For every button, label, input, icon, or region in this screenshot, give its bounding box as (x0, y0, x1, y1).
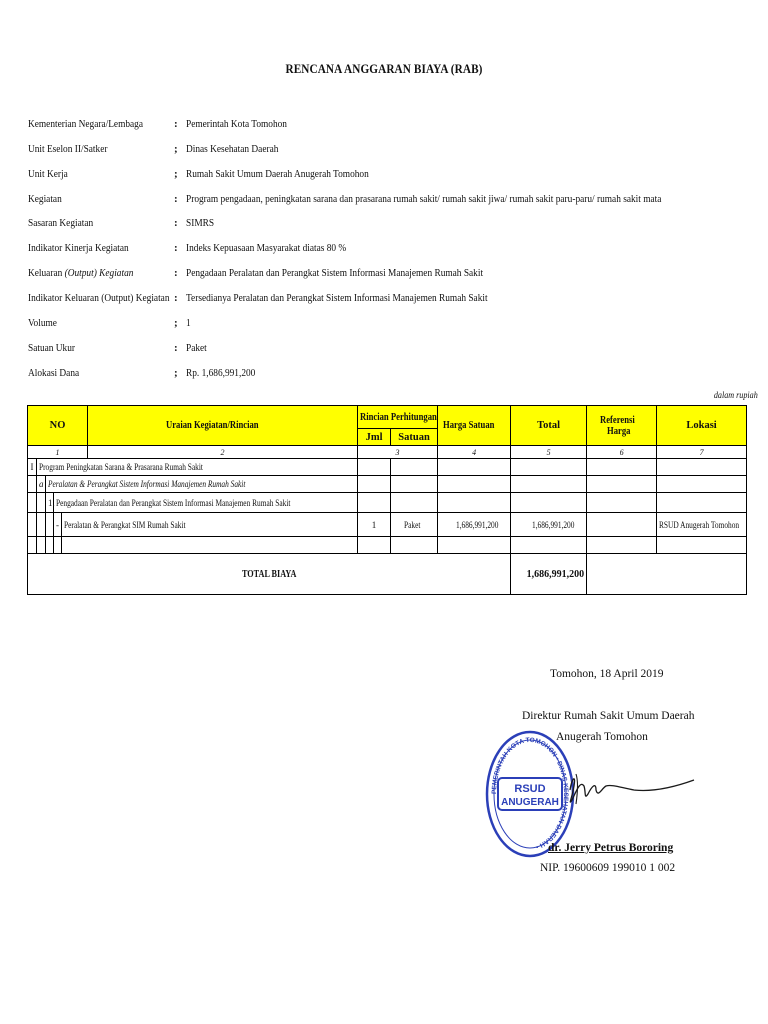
info-value: Tersedianya Peralatan dan Perangkat Sistem Informasi Manajemen Rumah Sakit (186, 292, 488, 304)
svg-text:ANUGERAH: ANUGERAH (501, 797, 559, 808)
info-colon: ; (174, 168, 178, 180)
header-harga-satuan: Harga Satuan (438, 406, 511, 446)
info-value: Rumah Sakit Umum Daerah Anugerah Tomohon (186, 168, 369, 180)
info-value: Pemerintah Kota Tomohon (186, 118, 287, 130)
info-label: Indikator Kinerja Kegiatan (28, 242, 129, 254)
signatory-nip: NIP. 19600609 199010 1 002 (540, 862, 676, 874)
info-label: Indikator Keluaran (Output) Kegiatan (28, 292, 170, 304)
info-value: SIMRS (186, 217, 215, 229)
table-header-row (28, 406, 747, 429)
col-number: 4 (438, 446, 511, 459)
info-value: Dinas Kesehatan Daerah (186, 143, 279, 155)
info-value: Rp. 1,686,991,200 (186, 367, 256, 379)
info-colon: : (174, 242, 178, 254)
info-row (28, 367, 758, 383)
info-value: Pengadaan Peralatan dan Perangkat Sistem Informasi Manajemen Rumah Sakit (186, 267, 484, 279)
total-label: TOTAL BIAYA (28, 554, 511, 595)
table-row-empty (28, 537, 747, 554)
row-dash: - (54, 513, 62, 537)
col-number: 1 (28, 446, 88, 459)
info-colon: ; (174, 317, 178, 329)
signature-position-line2: Anugerah Tomohon (556, 731, 648, 743)
col-number: 5 (511, 446, 587, 459)
item-satuan: Paket (391, 513, 438, 537)
header-satuan: Satuan (391, 429, 438, 446)
row-description: Peralatan & Perangkat Sistem Informasi Manajemen Rumah Sakit (46, 476, 358, 493)
header-rincian: Rincian Perhitungan (358, 406, 438, 429)
header-referensi-harga: Referensi Harga (587, 406, 657, 446)
budget-table (27, 405, 747, 595)
svg-text:PEMERINTAH KOTA TOMOHON • DINA: PEMERINTAH KOTA TOMOHON • DINAS KESEHATAN DAERAH • (490, 736, 570, 851)
item-lokasi: RSUD Anugerah Tomohon (657, 513, 747, 537)
col-number: 6 (587, 446, 657, 459)
info-value: Indeks Kepuasaan Masyarakat diatas 80 % (186, 242, 347, 254)
info-row (28, 267, 758, 283)
table-row-program (28, 459, 747, 476)
col-number: 3 (358, 446, 438, 459)
row-no: a (37, 476, 46, 493)
info-colon: : (174, 118, 178, 130)
info-colon: : (174, 267, 178, 279)
info-value: Program pengadaan, peningkatan sarana dan prasarana rumah sakit/ rumah sakit jiwa/ rumah sakit paru-paru/ rumah sakit mata (186, 193, 662, 205)
table-total-row (28, 554, 747, 595)
info-value: 1 (186, 317, 191, 329)
info-label: Alokasi Dana (28, 367, 80, 379)
table-row-kegiatan (28, 493, 747, 513)
info-label: Satuan Ukur (28, 342, 76, 354)
info-row (28, 217, 758, 233)
header-no: NO (28, 406, 88, 446)
row-no: I (28, 459, 37, 476)
info-row (28, 342, 758, 358)
col-number: 7 (657, 446, 747, 459)
handwritten-signature (562, 760, 702, 820)
info-row (28, 118, 758, 134)
info-row (28, 242, 758, 258)
item-jml: 1 (358, 513, 391, 537)
item-total: 1,686,991,200 (511, 513, 587, 537)
row-no: 1. (46, 493, 54, 513)
document-title: RENCANA ANGGARAN BIAYA (RAB) (285, 62, 483, 76)
info-colon: : (174, 193, 178, 205)
info-colon: : (174, 217, 178, 229)
info-value: Paket (186, 342, 207, 354)
info-colon: ; (174, 143, 178, 155)
item-harga-satuan: 1,686,991,200 (438, 513, 511, 537)
header-jml: Jml (358, 429, 391, 446)
signatory-name: dr. Jerry Petrus Bororing (548, 842, 674, 854)
header-total: Total (511, 406, 587, 446)
col-number: 2 (88, 446, 358, 459)
info-colon: : (174, 342, 178, 354)
info-colon: ; (174, 367, 178, 379)
info-label: Unit Kerja (28, 168, 68, 180)
info-label: Volume (28, 317, 57, 329)
info-label: Keluaran (Output) Kegiatan (28, 267, 134, 279)
table-row-sub (28, 476, 747, 493)
total-value: 1,686,991,200 (511, 554, 587, 595)
header-uraian: Uraian Kegiatan/Rincian (88, 406, 358, 446)
row-description: Program Peningkatan Sarana & Prasarana Rumah Sakit (37, 459, 358, 476)
info-label: Sasaran Kegiatan (28, 217, 94, 229)
info-row (28, 193, 758, 209)
info-label: Unit Eselon II/Satker (28, 143, 108, 155)
info-row (28, 143, 758, 159)
info-row (28, 292, 758, 308)
row-description: Pengadaan Peralatan dan Perangkat Sistem Informasi Manajemen Rumah Sakit (54, 493, 358, 513)
header-lokasi: Lokasi (657, 406, 747, 446)
row-description: Peralatan & Perangkat SIM Rumah Sakit (62, 513, 358, 537)
table-row-item (28, 513, 747, 537)
signature-place-date: Tomohon, 18 April 2019 (550, 668, 664, 680)
unit-note: dalam rupiah (714, 390, 758, 400)
info-colon: : (174, 292, 178, 304)
signature-position-line1: Direktur Rumah Sakit Umum Daerah (522, 710, 695, 722)
column-number-row (28, 446, 747, 459)
svg-text:RSUD: RSUD (514, 783, 546, 795)
info-row (28, 168, 758, 184)
info-row (28, 317, 758, 333)
info-label: Kementerian Negara/Lembaga (28, 118, 144, 130)
info-label: Kegiatan (28, 193, 62, 205)
